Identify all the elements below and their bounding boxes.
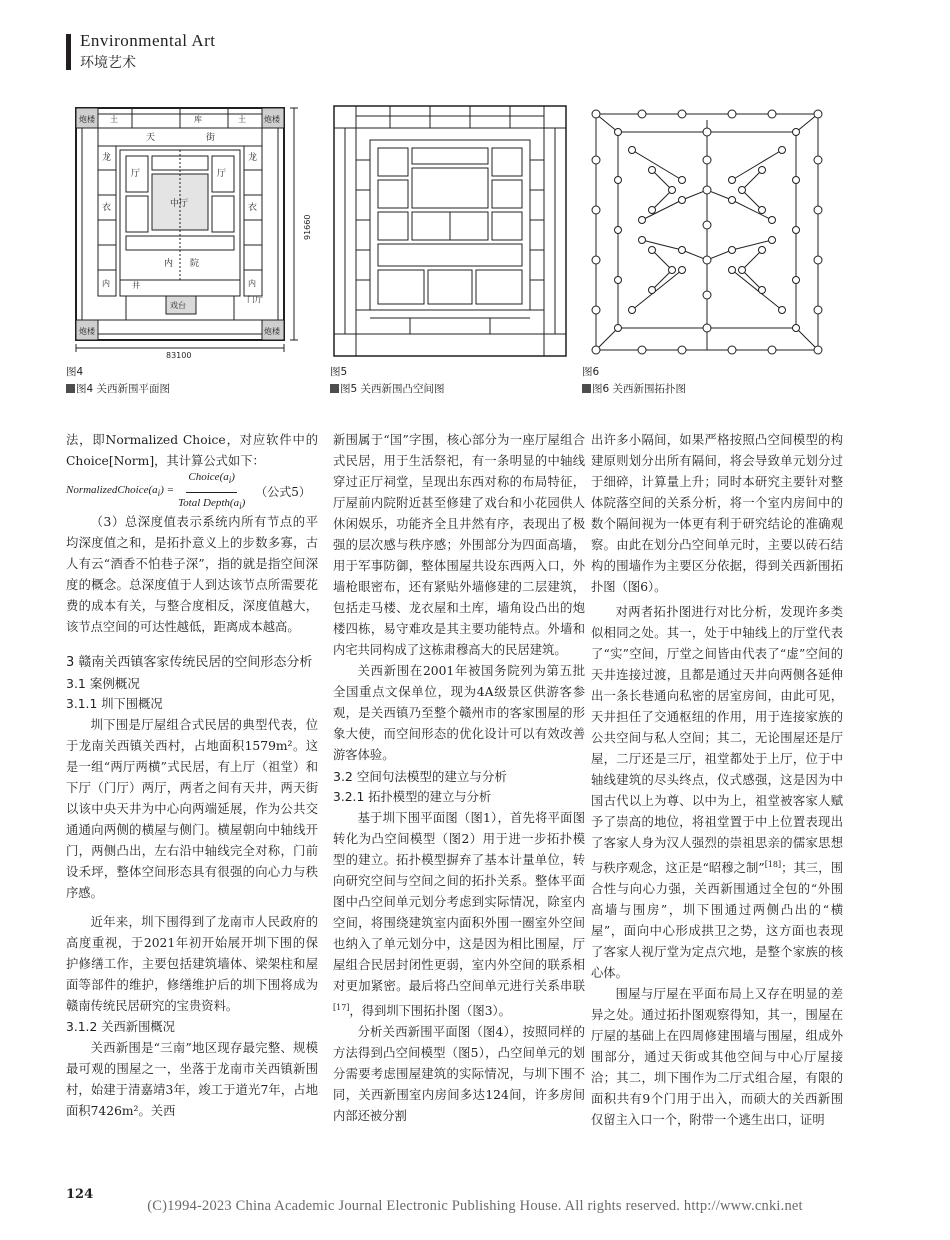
citation-ref: [18] [764,860,782,869]
room-label: 衣 [102,203,112,213]
caption-marker [330,384,339,393]
floor-plan-drawing [66,100,316,362]
paragraph: 近年来，圳下围得到了龙南市人民政府的高度重视，于2021年初开始展开圳下围的保护修缮工作，主要包括建筑墙体、梁架柱和屋面等部件的维护，修缮维护后的圳下围将成为赣南传统民居研究的宝贵资料。 [66,915,318,1013]
paragraph: 对两者拓扑图进行对比分析，发现许多类似相同之处。其一，处于中轴线上的厅堂代表了“实”空间，厅堂之间皆由代表了“虚”空间的天井连接过渡，且都是通过天井向两侧各延伸出一条长巷通向私密的居室房间，由此可见，天井担任了交通枢纽的作用，用于连接家族的公共空间与私人空间；其二，无论围屋还是厅屋，二厅还是三厅，祖堂都处于上厅，位于中轴线建筑的尽头终点，仪式感强，这是因为中国古代以上为尊、以中为上，祖堂被客家人赋予了崇高的地位，将祖堂置于中上位置表现出了客家人身为汉人强烈的崇祖思亲的儒家思想与秩序观念，这正是“昭穆之制”[18]；其三，围合性与向心力强，关西新围通过全包的“外围高墙与围房”，圳下围通过两侧凸出的“横屋”，面向中心形成拱卫之势，这方面也表现了客家人视厅堂为定点穴地，是整个家族的核心体。 [591,605,843,981]
room-label: 龙 [248,153,258,163]
paragraph: 围屋与厅屋在平面布局上又存在明显的差异之处。通过拓扑图观察得知，其一，围屋在厅屋的基础上在四周修建围墙与围屋，组成外围部分，通过天街或其他空间与中心厅屋接洽；其二，圳下围作为二厅式组合屋，有限的面积共有9个门用于出入，而硕大的关西新围仅留主入口一个，附带一个逃生出口，证明 [591,987,843,1128]
text-column-3 [591,430,843,1131]
room-label: 土 [238,115,246,124]
figure-5-convex-space [330,100,570,362]
caption-marker [582,384,591,393]
journal-title-en: Environmental Art [80,31,216,50]
figure-6-label: 图6 [582,366,600,378]
room-label: 门厅 [247,295,263,304]
paragraph: 出许多小隔间，如果严格按照凸空间模型的构建原则划分出所有隔间，将会导致单元划分过于细碎，计算量上升；同时本研究主要针对整体院落空间的关系分析，将一个室内房间中的数个隔间视为一体更有利于研究结论的准确观察。由此在划分凸空间单元时，主要以砖石结构的围墙作为主要区分依据，得到关西新围拓扑图（图6）。 [591,433,843,594]
subsection-heading-3-1: 3.1 案例概况 [66,676,140,691]
subsection-heading-3-2: 3.2 空间句法模型的建立与分析 [333,769,507,784]
figure-5-label: 图5 [330,366,348,378]
room-label: 土 [110,115,118,124]
paragraph: 圳下围是厅屋组合式民居的典型代表，位于龙南关西镇关西村，占地面积1579m²。这是一组“两厅两横”式民居，有上厅（祖堂）和下厅（门厅）两厅，两者之间有天井，两天街以该中央天井为中心向两端延展，作为公共交通通向两侧的横屋与侧门。横屋朝向中轴线开门，两侧凸出，左右沿中轴线完全对称，门前设禾坪，整体空间形态具有很强的向心力与秩序感。 [66,718,318,900]
copyright-footer: (C)1994-2023 China Academic Journal Electronic Publishing House. All rights reserved. http://www.cnki.net [147,1198,803,1214]
citation-ref: [17] [333,1003,350,1012]
dimension-horizontal: 83100 [166,351,192,360]
room-label: 炮楼 [264,115,280,124]
section-heading-3: 3 赣南关西镇客家传统民居的空间形态分析 [66,655,313,670]
room-label: 炮楼 [79,115,95,124]
paragraph: 新围属于“国”字围，核心部分为一座厅屋组合式民居，用于生活祭祀，有一条明显的中轴线穿过正厅祠堂，呈现出东西对称的布局特征，厅屋前内院附近甚至修建了戏台和小花园供人休闲娱乐，功能齐全且井然有序，表现出了极强的层次感与秩序感；外围部分为四面高墙，用于军事防御，整体围屋共设东西两入口，外墙枪眼密布，还有紧贴外墙修建的二层建筑，包括走马楼、龙衣屋和土库，墙角设凸出的炮楼四栋，易守难攻是其主要功能特点。外墙和内宅共同构成了这栋肃穆高大的民居建筑。 [333,433,585,657]
figure-6-caption [582,381,686,396]
formula-number: （公式5） [255,484,311,499]
subsubsection-heading-3-2-1: 3.2.1 拓扑模型的建立与分析 [333,790,492,804]
room-label: 龙 [102,153,112,163]
room-label: 炮楼 [264,327,280,336]
formula-lhs: $NormalizedChoice(a_i)$ = [66,483,175,499]
paragraph: 关西新围在2001年被国务院列为第五批全国重点文保单位，现为4A级景区供游客参观，是关西镇乃至整个赣州市的客家围屋的形象大使，而空间形态的优化设计可以有效改善游客体验。 [333,664,585,762]
formula-fraction: $\frac{Choice(a_i)}{Total Depth(a_i)}$ [178,467,245,516]
figure-5-caption [330,381,445,396]
text-column-2 [333,430,585,1127]
header-accent-bar [66,34,71,70]
caption-marker [66,384,75,393]
subsubsection-heading-3-1-2: 3.1.2 关西新围概况 [66,1020,175,1034]
room-label: 内 [164,259,174,269]
page-number: 124 [66,1187,94,1202]
figure-4-caption [66,381,170,396]
figure-4-caption-text: 图4 关西新围平面图 [76,383,171,395]
room-label: 炮楼 [79,327,95,336]
room-label: 厅 [131,169,141,179]
room-label: 内 [248,279,256,288]
room-label: 内 [102,279,110,288]
room-label: 衣 [248,203,258,213]
room-label: 厅 [217,169,227,179]
paragraph: （3）总深度值表示系统内所有节点的平均深度值之和，是拓扑意义上的步数多寡，古人有云“酒香不怕巷子深”，指的就是指空间深度的概念。总深度值于人到达该节点所需要花费的成本有关，与整合度相反，深度值越大，该节点空间的可达性越低，距离成本越高。 [66,515,318,634]
room-label: 街 [206,133,216,143]
figure-4-label: 图4 [66,366,84,378]
room-label: 院 [190,259,200,269]
room-label: 中厅 [170,199,189,209]
room-label: 井 [132,281,140,290]
room-label: 戏台 [170,301,186,310]
figure-5-caption-text: 图5 关西新围凸空间图 [340,383,445,395]
paragraph: 关西新围是“三南”地区现存最完整、规模最可观的围屋之一，坐落于龙南市关西镇新围村，始建于清嘉靖3年，竣工于道光7年，占地面积7426m²。关西 [66,1041,318,1118]
convex-space-drawing [330,100,570,362]
dimension-vertical: 91660 [303,214,312,240]
room-label: 库 [194,115,202,124]
subsubsection-heading-3-1-1: 3.1.1 圳下围概况 [66,697,163,711]
paragraph: 分析关西新围平面图（图4），按照同样的方法得到凸空间模型（图5），凸空间单元的划分需要考虑围屋建筑的实际情况，与圳下围不同，关西新围室内房间多达124间，许多房间内部还被分割 [333,1025,585,1124]
topology-graph [582,100,832,362]
figure-6-caption-text: 图6 关西新围拓扑图 [592,383,687,395]
text-column-1 [66,430,318,1122]
journal-title-cn: 环境艺术 [80,55,136,71]
room-label: 天 [146,133,156,143]
figure-6-topology [582,100,832,362]
formula-5 [66,472,318,512]
paragraph: 法，即Normalized Choice，对应软件中的Choice[Norm]，其计算公式如下： [66,433,318,468]
paragraph: 基于圳下围平面图（图1），首先将平面图转化为凸空间模型（图2）用于进一步拓扑模型的建立。拓扑模型摒弃了基本计量单位，转向研究空间与空间之间的拓扑关系。整体平面图中凸空间单元划分考虑到实际情况，除室内空间，将围绕建筑室内面积外围一圈室外空间也纳入了单元划分中，这是因为相比围屋，厅屋组合民居封闭性更弱，室内外空间的联系相对更加紧密。最后将凸空间单元进行关系串联[17]，得到圳下围拓扑图（图3）。 [333,811,585,1019]
figure-4-floor-plan [66,100,316,362]
